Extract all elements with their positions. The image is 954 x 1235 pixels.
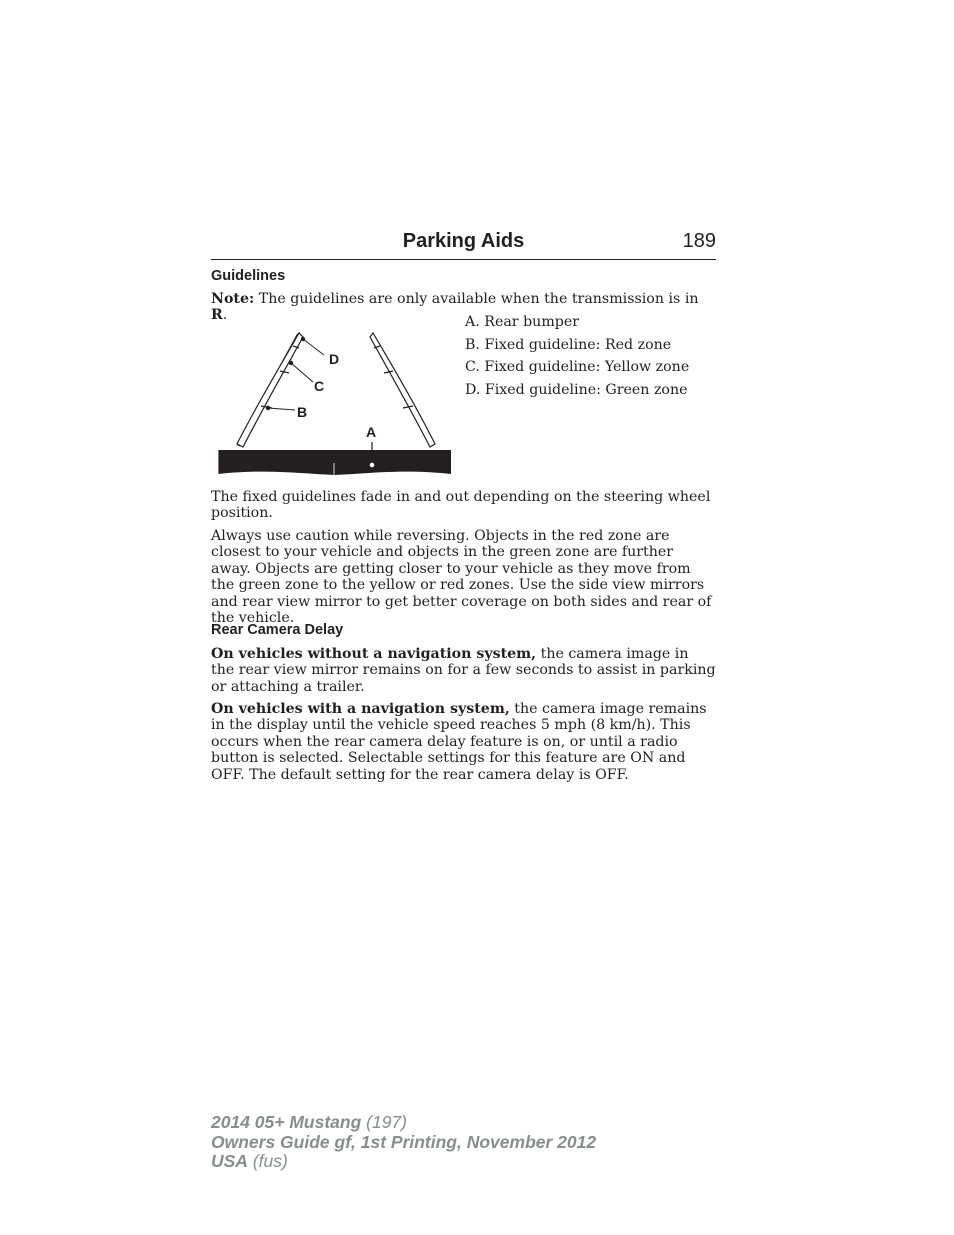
callout-dot-a: [369, 462, 375, 468]
page-title: Parking Aids: [402, 230, 525, 252]
legend-item-b: B. Fixed guideline: Red zone: [465, 336, 672, 353]
footer-line-1: [211, 1113, 596, 1133]
with-nav-text: the camera image remains in the display until the vehicle speed reaches 5 mph (8 km/h). This occurs when the rear camera delay feature is on, or until a radio button is selected. Selectable settings for this feature are ON and OFF. The default setting for the rear camera delay is OFF.: [211, 701, 707, 783]
callout-line-c: [291, 363, 313, 382]
page-number: 189: [682, 230, 716, 252]
callout-line-d: [303, 339, 324, 355]
footer-line-3: [211, 1152, 596, 1172]
label-a: A: [366, 424, 377, 440]
paragraph-fade: The fixed guidelines fade in and out depending on the steering wheel position.: [211, 489, 711, 522]
footer-market: USA: [211, 1151, 248, 1171]
paragraph-caution: Always use caution while reversing. Objects in the red zone are closest to your vehicle and objects in the green zone are further away. Objects are getting closer to your vehicle as they move from the green zone to the yellow or red zones. Use the side view mirrors and rear view mirror to get better coverage on both sides and rear of the vehicle.: [211, 528, 712, 627]
with-nav-lead: On vehicles with a navigation system,: [211, 701, 510, 717]
guidelines-diagram: [215, 328, 455, 480]
page-footer: [211, 1113, 596, 1172]
note-label: Note:: [211, 291, 255, 307]
without-nav-lead: On vehicles without a navigation system,: [211, 646, 537, 662]
legend-item-c: C. Fixed guideline: Yellow zone: [465, 359, 690, 376]
without-nav-text: the camera image in the rear view mirror remains on for a few seconds to assist in parking or attaching a trailer.: [211, 646, 716, 695]
note-gear: R: [211, 307, 223, 324]
legend-item-d: D. Fixed guideline: Green zone: [465, 382, 688, 399]
diagram-legend: [465, 313, 689, 404]
right-guideline-outline: [370, 333, 435, 447]
rear-bumper: [218, 450, 451, 475]
legend-item-a: A. Rear bumper: [465, 314, 580, 330]
page-header: [211, 228, 716, 260]
paragraph-with-nav: [211, 701, 716, 783]
note-end: .: [222, 307, 228, 324]
footer-line-2: Owners Guide gf, 1st Printing, November 2012: [211, 1131, 597, 1152]
left-guideline-outline: [237, 333, 303, 447]
footer-model-code: (197): [361, 1112, 407, 1132]
label-c: C: [314, 378, 325, 394]
note-text: The guidelines are only available when the transmission is in: [254, 291, 699, 307]
section-heading-rear-camera-delay: Rear Camera Delay: [211, 622, 344, 638]
section-heading-guidelines: Guidelines: [211, 268, 286, 284]
paragraph-without-nav: [211, 646, 716, 695]
footer-model: 2014 05+ Mustang: [211, 1112, 362, 1132]
footer-market-code: (fus): [247, 1151, 288, 1171]
label-b: B: [297, 404, 308, 420]
label-d: D: [329, 351, 340, 367]
callout-line-b: [268, 408, 295, 410]
